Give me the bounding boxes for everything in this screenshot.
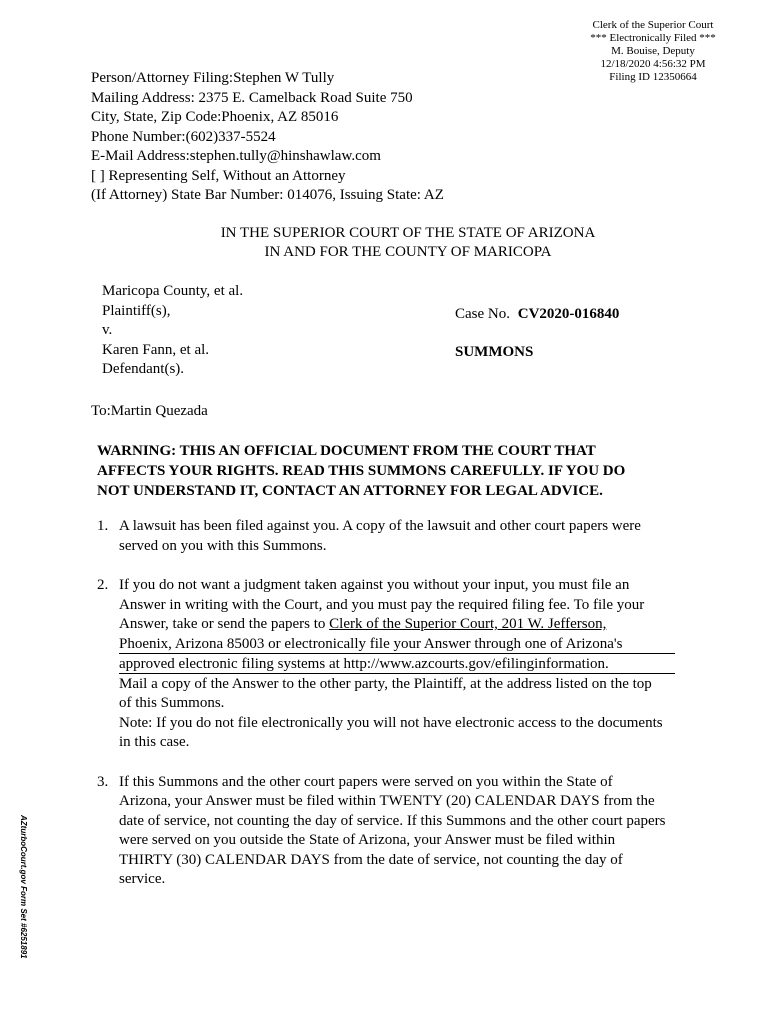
case-number-row xyxy=(455,306,619,323)
plaintiff-label: Plaintiff(s), xyxy=(102,302,171,319)
bar-number-value: 014076 xyxy=(287,187,333,203)
recipient-row xyxy=(91,403,208,420)
item-text-line: Note: If you do not file electronically you will not have electronic access to the documents xyxy=(119,714,663,731)
plaintiff-name: Maricopa County, et al. xyxy=(102,283,244,299)
item-text-line: A lawsuit has been filed against you. A copy of the lawsuit and other court papers were xyxy=(119,518,641,534)
filer-city-label: City, State, Zip Code: xyxy=(91,109,222,125)
case-parties xyxy=(102,282,243,380)
clerk-title: Clerk of the Superior Court xyxy=(592,19,714,31)
defendant-label: Defendant(s). xyxy=(102,361,185,377)
item-text-line: service. xyxy=(119,871,166,887)
court-county-prefix: IN AND FOR THE COUNTY OF xyxy=(264,244,470,260)
clerk-filing-stamp xyxy=(548,19,758,84)
filer-city-value: Phoenix, AZ 85016 xyxy=(221,109,339,125)
self-representation-checkbox: [ ] Representing Self, Without an Attorney xyxy=(91,167,346,184)
clerk-address-continued: Phoenix, Arizona 85003 or electronically file your Answer through one of Arizona's xyxy=(119,635,675,654)
warning-notice xyxy=(97,441,717,501)
item-text-line: date of service, not counting the day of service. If this Summons and the other court papers xyxy=(119,812,666,829)
item-text-line: Answer in writing with the Court, and you must pay the required filing fee. To file your xyxy=(119,596,645,613)
warning-line: WARNING: THIS AN OFFICIAL DOCUMENT FROM THE COURT THAT xyxy=(97,443,596,459)
item-number: 1. xyxy=(97,518,109,534)
filer-address-row xyxy=(91,89,444,109)
filer-city-row xyxy=(91,108,444,128)
item-text-line xyxy=(119,615,727,635)
filer-phone-row xyxy=(91,128,444,148)
bar-number-row xyxy=(91,186,444,206)
case-number: CV2020-016840 xyxy=(517,306,620,322)
list-item xyxy=(97,517,727,556)
court-county: MARICOPA xyxy=(473,244,552,260)
item-text-line: Mail a copy of the Answer to the other party, the Plaintiff, at the address listed on the top xyxy=(119,675,652,692)
filer-email-label: E-Mail Address: xyxy=(91,148,190,164)
item-number: 2. xyxy=(97,577,109,593)
recipient-name: Martin Quezada xyxy=(110,403,208,419)
filer-info-block xyxy=(91,69,444,206)
form-set-footer: AZturboCourt.gov Form Set #6251891 xyxy=(19,815,28,959)
filing-prefix: Answer, take or send the papers to xyxy=(119,616,330,632)
item-text-line: If this Summons and the other court papers were served on you within the State of xyxy=(119,773,613,790)
instructions-list xyxy=(97,517,727,910)
item-text-line: THIRTY (30) CALENDAR DAYS from the date of service, not counting the day of xyxy=(119,851,623,868)
defendant-name: Karen Fann, et al. xyxy=(102,341,210,358)
court-heading xyxy=(0,224,770,262)
item-text-line: served on you with this Summons. xyxy=(119,537,327,554)
clerk-address: Clerk of the Superior Court, 201 W. Jefferson, xyxy=(329,616,607,632)
court-name: IN THE SUPERIOR COURT OF THE STATE OF ARIZONA xyxy=(220,225,596,241)
filing-id: Filing ID 12350664 xyxy=(609,71,697,83)
filer-name-value: Stephen W Tully xyxy=(233,70,335,86)
item-text-line: in this case. xyxy=(119,734,190,750)
item-number: 3. xyxy=(97,773,109,790)
list-item xyxy=(97,773,727,890)
list-item xyxy=(97,576,727,753)
item-text-line: were served on you outside the State of Arizona, your Answer must be filed within xyxy=(119,832,616,848)
filer-email-row xyxy=(91,147,444,167)
filer-name-row xyxy=(91,69,444,89)
deputy-name: M. Bouise, Deputy xyxy=(611,45,695,57)
filer-phone-value: (602)337-5524 xyxy=(185,128,276,145)
case-number-label: Case No. xyxy=(455,306,510,322)
filed-status: *** Electronically Filed *** xyxy=(590,32,716,44)
filer-name-label: Person/Attorney Filing: xyxy=(91,70,234,86)
issuing-state-value: AZ xyxy=(423,187,444,203)
filer-email-value: stephen.tully@hinshawlaw.com xyxy=(189,148,381,164)
filed-timestamp: 12/18/2020 4:56:32 PM xyxy=(600,58,706,70)
item-text-line: of this Summons. xyxy=(119,695,225,711)
warning-line: NOT UNDERSTAND IT, CONTACT AN ATTORNEY FOR LEGAL ADVICE. xyxy=(97,483,603,499)
filer-address-label: Mailing Address: xyxy=(91,89,195,106)
versus: v. xyxy=(102,322,113,338)
warning-line: AFFECTS YOUR RIGHTS. READ THIS SUMMONS CAREFULLY. IF YOU DO xyxy=(97,463,626,479)
issuing-state-label: , Issuing State: xyxy=(332,187,421,203)
filer-phone-label: Phone Number: xyxy=(91,128,186,145)
recipient-label: To: xyxy=(91,403,111,419)
efiling-link: approved electronic filing systems at http://www.azcourts.gov/efilinginformation. xyxy=(119,655,675,674)
item-text-line: If you do not want a judgment taken against you without your input, you must file an xyxy=(119,577,630,593)
bar-number-label: (If Attorney) State Bar Number: xyxy=(91,187,284,203)
document-title: SUMMONS xyxy=(455,344,534,360)
item-text-line: Arizona, your Answer must be filed within TWENTY (20) CALENDAR DAYS from the xyxy=(119,793,655,809)
court-county-row xyxy=(0,243,770,262)
filer-address-value: 2375 E. Camelback Road Suite 750 xyxy=(198,89,413,106)
